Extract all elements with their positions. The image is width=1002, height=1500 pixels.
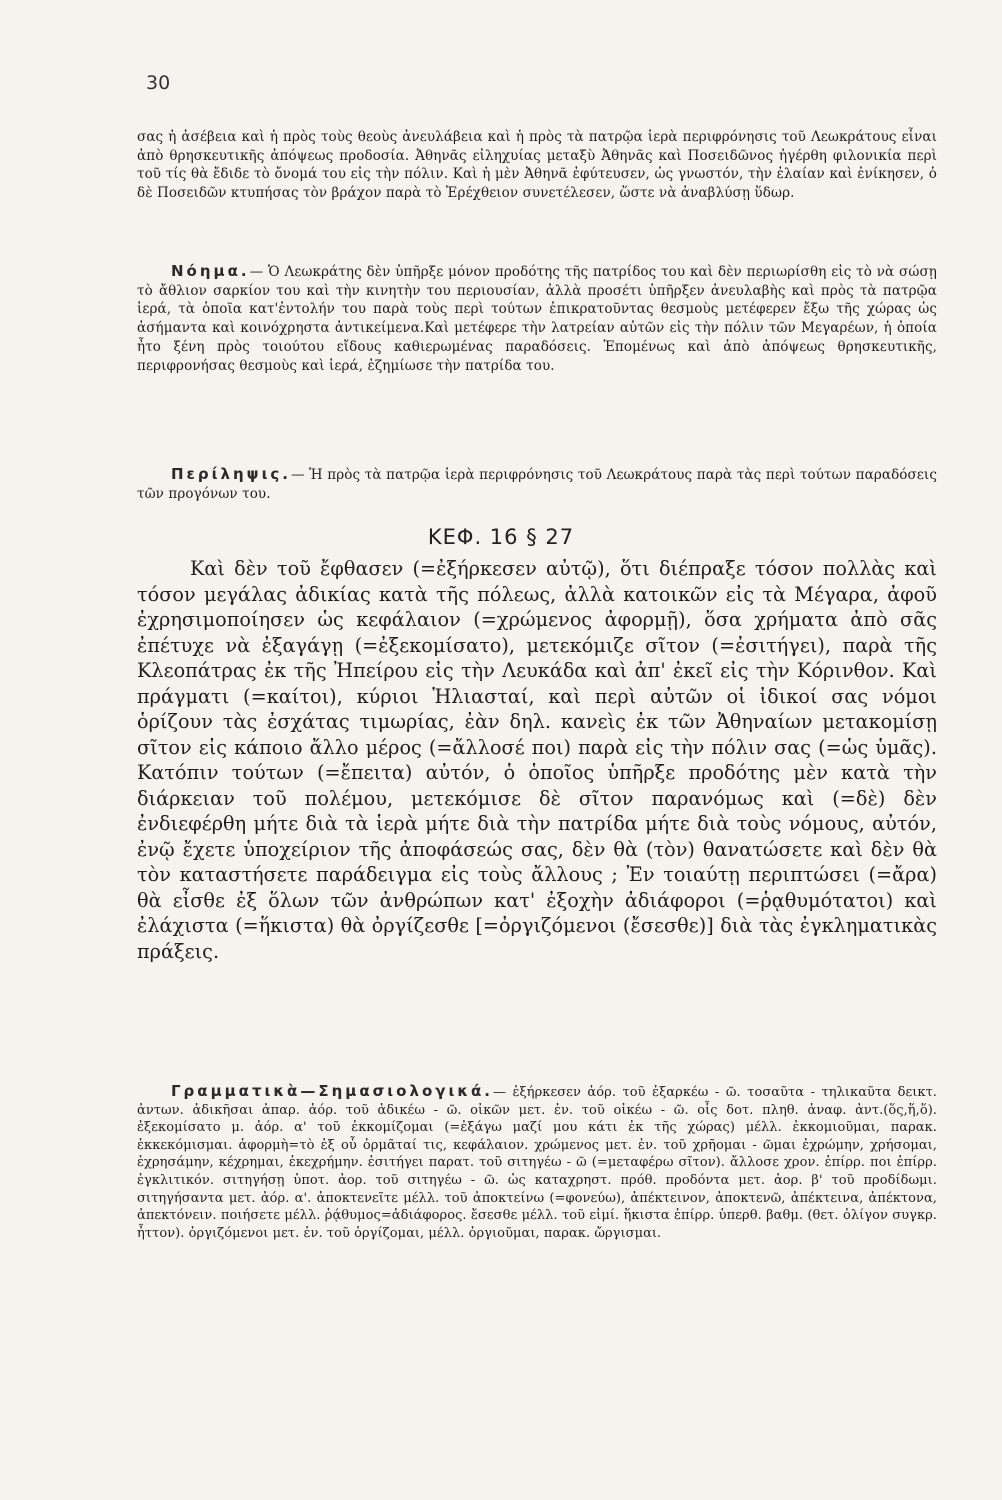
grammar-text: — ἐξήρκεσεν ἀόρ. τοῦ ἐξαρκέω - ῶ. τοσαῦτα - τηλικαῦτα δεικτ. ἀντων. ἀδικῆσαι ἀπαρ. ἀόρ. τοῦ ἀδικέω - ῶ. οἰκῶν μετ. ἐν. τοῦ οἰκέω - ῶ. οἷς δοτ. πληθ. ἀναφ. ἀντ.(ὅς,ἥ,ὅ). ἐξεκομίσατο μ. ἀόρ. α' τοῦ ἐκκομίζομαι (=ἐξάγω μαζί μου κάτι ἐκ τῆς χώρας) μέλλ. ἐκκομιοῦμαι, παρακ. ἐκκεκόμισμαι. ἀφορμὴ=τὸ ἐξ οὗ ὁρμᾶταί τις, κεφάλαιον. χρώμενος μετ. ἐν. τοῦ χρῆομαι - ῶμαι ἐχρώμην, χρήσομαι, ἐχρησάμην, κέχρημαι, ἐκεχρήμην. ἐσιτήγει παρατ. τοῦ σιτηγέω - ῶ (=μεταφέρω σῖτον). ἄλλοσε χρον. ἐπίρρ. ποι ἐπίρρ. ἐγκλιτικόν. σιτηγήσῃ ὑποτ. ἀορ. τοῦ σιτηγέω - ῶ. ὡς καταχρηστ. πρόθ. προδόντα μετ. ἀορ. β' τοῦ προδίδωμι. σιτηγήσαντα μετ. ἀόρ. α'. ἀποκτενεῖτε μέλλ. τοῦ ἀποκτείνω (=φονεύω), ἀπέκτεινον, ἀποκτενῶ, ἀπέκτεινα, ἀπέκτονα, ἀπεκτόνειν. ποιήσετε μέλλ. ῥᾴθυμος=ἀδιάφορος. ἔσεσθε μέλλ. τοῦ εἰμί. ἥκιστα ἐπίρρ. ὑπερθ. βαθμ. (θετ. ὀλίγον συγκρ. ἧττον). ὀργιζόμενοι μετ. ἐν. τοῦ ὀργίζομαι, μέλλ. ὀργιοῦμαι, παρακ. ὤργισμαι. [137, 1085, 937, 1241]
perilipsi-section [137, 465, 937, 503]
noima-text: — Ὁ Λεωκράτης δὲν ὑπῆρξε μόνον προδότης τῆς πατρίδος του καὶ δὲν περιωρίσθη εἰς τὸ νὰ σώσῃ τὸ ἄθλιον σαρκίον του καὶ τὴν κινητὴν του περιουσίαν, ἀλλὰ προσέτι ὑπῆρξεν ἀνευλαβὴς καὶ πρὸς τὰ πατρῷα ἱερά, τὰ ὁποῖα κατ'ἐντολήν του παρὰ τοὺς περὶ τούτων ἐπικρατοῦντας θεσμοὺς μετέφερεν ἔξω τῆς χώρας ὡς ἀσήμαντα καὶ κοινόχρηστα ἀντικείμενα.Καὶ μετέφερε τὴν λατρείαν αὐτῶν εἰς τὴν πόλιν τῶν Μεγαρέων, ἡ ὁποία ἦτο ξένη πρὸς τοιούτου εἴδους καθιερωμένας παραδόσεις. Ἑπομένως καὶ ἀπὸ ἀπόψεως θρησκευτικῆς, περιφρονήσας θεσμοὺς καὶ ἱερά, ἐζημίωσε τὴν πατρίδα του. [137, 264, 937, 374]
grammar-label: Γραμματικὰ—Σημασιολογικά. [171, 1082, 493, 1100]
intro-text: σας ἡ ἀσέβεια καὶ ἡ πρὸς τοὺς θεοὺς ἀνευλάβεια καὶ ἡ πρὸς τὰ πατρῷα ἱερὰ περιφρόνησις τοῦ Λεωκράτους εἶναι ἀπὸ θρησκευτικῆς ἀπόψεως προδοσία. Ἀθηνᾶς εἰληχυίας μεταξὺ Ἀθηνᾶς καὶ Ποσειδῶνος ἠγέρθη φιλονικία περὶ τοῦ τίς θὰ ἔδιδε τὸ ὄνομά του εἰς τὴν πόλιν. Καὶ ἡ μὲν Ἀθηνᾶ ἐφύτευσεν, ὡς γνωστόν, τὴν ἐλαίαν καὶ ἐνίκησεν, ὁ δὲ Ποσειδῶν κτυπήσας τὸν βράχον παρὰ τὸ Ἐρέχθειον συνετέλεσεν, ὥστε νὰ ἀναβλύσῃ ὕδωρ. [137, 129, 937, 202]
grammar-section [137, 1083, 937, 1242]
perilipsi-label: Περίληψις. [171, 465, 291, 483]
noima-section [137, 262, 937, 375]
grammar-paragraph [137, 1083, 937, 1242]
chapter-heading: ΚΕΦ. 16 § 27 [427, 525, 575, 549]
page-number: 30 [146, 72, 171, 94]
perilipsi-text: — Ἡ πρὸς τὰ πατρῷα ἱερὰ περιφρόνησις τοῦ Λεωκράτους παρὰ τὰς περὶ τούτων παραδόσεις τῶν προγόνων του. [137, 467, 937, 502]
noima-label: Νόημα. [171, 262, 250, 280]
perilipsi-paragraph [137, 465, 937, 503]
main-translation [137, 556, 937, 964]
main-text: Καὶ δὲν τοῦ ἔφθασεν (=ἐξήρκεσεν αὐτῷ), ὅτι διέπραξε τόσον πολλὰς καὶ τόσον μεγάλας ἀδικίας κατὰ τῆς πόλεως, ἀλλὰ κατοικῶν εἰς τὰ Μέγαρα, ἀφοῦ ἐχρησιμοποίησεν ὡς κεφάλαιον (=χρώμενος ἀφορμῇ), ὅσα χρήματα ἀπὸ σᾶς ἐπέτυχε νὰ ἐξαγάγῃ (=ἐξεκομίσατο), μετεκόμιζε σῖτον (=ἐσιτήγει), παρὰ τῆς Κλεοπάτρας ἐκ τῆς Ἠπείρου εἰς τὴν Λευκάδα καὶ ἀπ' ἐκεῖ εἰς τὴν Κόρινθον. Καὶ πράγματι (=καίτοι), κύριοι Ἡλιασταί, καὶ περὶ αὐτῶν οἱ ἰδικοί σας νόμοι ὁρίζουν τὰς ἐσχάτας τιμωρίας, ἐὰν δηλ. κανεὶς ἐκ τῶν Ἀθηναίων μετακομίσῃ σῖτον εἰς κάποιο ἄλλο μέρος (=ἄλλοσέ ποι) παρὰ εἰς τὴν πόλιν σας (=ὡς ὑμᾶς). Κατόπιν τούτων (=ἔπειτα) αὐτόν, ὁ ὁποῖος ὑπῆρξε προδότης μὲν κατὰ τὴν διάρκειαν τοῦ πολέμου, μετεκόμισε δὲ σῖτον παρανόμως καὶ (=δὲ) δὲν ἐνδιεφέρθη μήτε διὰ τὰ ἱερὰ μήτε διὰ τὴν πατρίδα μήτε διὰ τοὺς νόμους, αὐτόν, ἐνῷ ἔχετε ὑποχείριον τῆς ἀποφάσεώς σας, δὲν θὰ (τὸν) θανατώσετε καὶ δὲν θὰ τὸν καταστήσετε παράδειγμα εἰς τοὺς ἄλλους ; Ἐν τοιαύτῃ περιπτώσει (=ἄρα) θὰ εἶσθε ἐξ ὅλων τῶν ἀνθρώπων κατ' ἐξοχὴν ἀδιάφοροι (=ῥᾳθυμότατοι) καὶ ἐλάχιστα (=ἥκιστα) θὰ ὀργίζεσθε [=ὀργιζόμενοι (ἔσεσθε)] διὰ τὰς ἐγκληματικὰς πράξεις. [137, 557, 937, 963]
intro-paragraph [137, 128, 937, 203]
noima-paragraph [137, 262, 937, 375]
